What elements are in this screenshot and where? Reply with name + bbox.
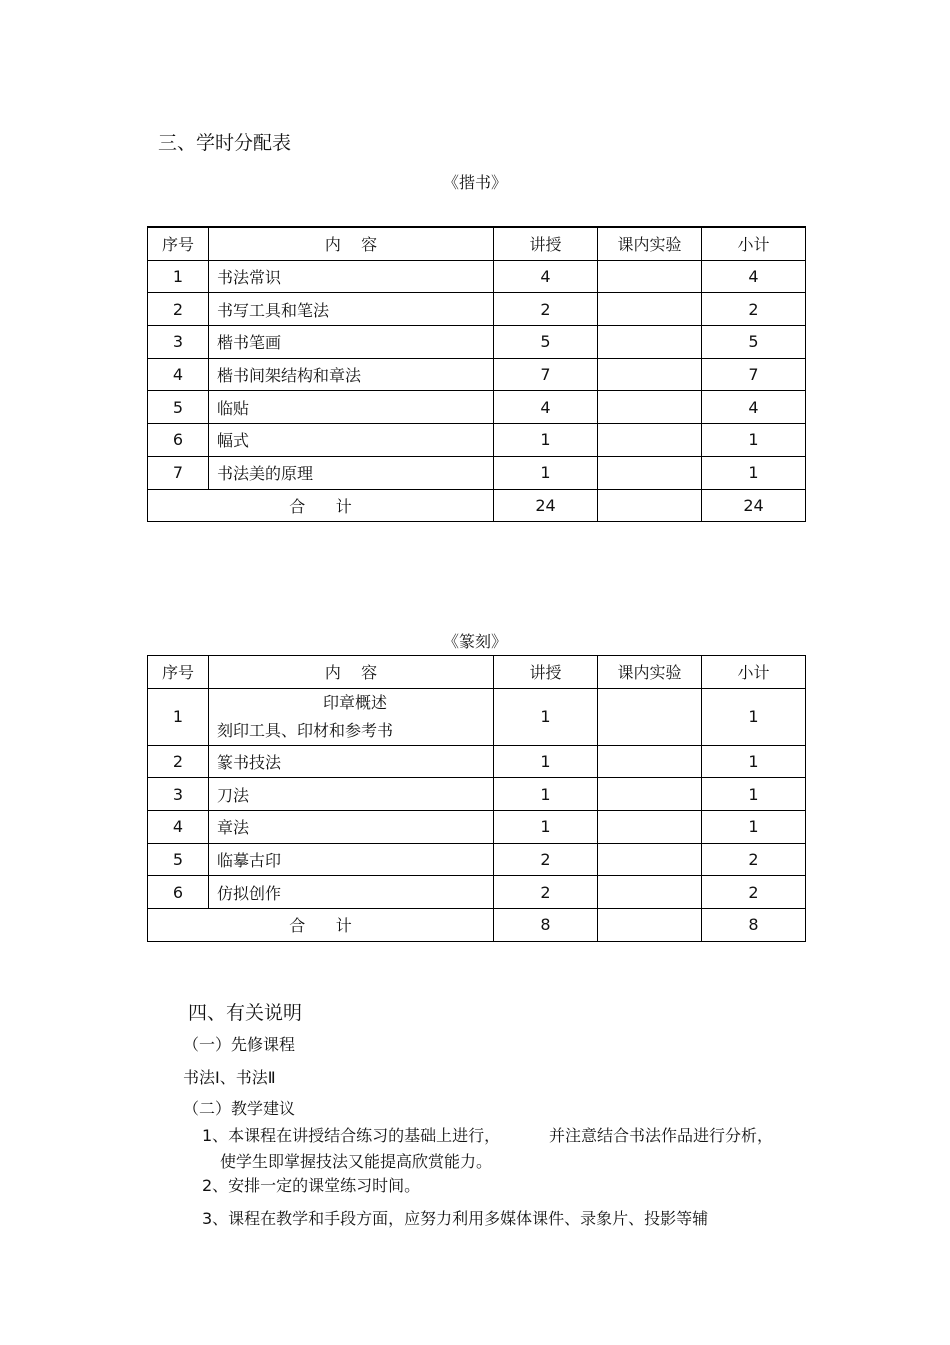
row-lab — [598, 391, 702, 424]
row-content: 书写工具和笔法 — [209, 293, 494, 326]
total-subtotal: 8 — [702, 909, 806, 942]
section3-title: 三、学时分配表 — [158, 132, 292, 154]
row-subtotal: 2 — [702, 293, 806, 326]
prereq-subheading: （一）先修课程 — [183, 1035, 296, 1054]
table-row — [148, 293, 806, 326]
row-subtotal: 1 — [702, 456, 806, 489]
row-number: 3 — [148, 326, 209, 359]
table2 — [147, 655, 806, 942]
advice-item-1a: 1、本课程在讲授结合练习的基础上进行， — [202, 1126, 501, 1145]
table1-header-row — [148, 227, 806, 260]
row-number: 5 — [148, 391, 209, 424]
table-row — [148, 843, 806, 876]
row-lab — [598, 424, 702, 457]
row-subtotal: 5 — [702, 326, 806, 359]
row-content: 幅式 — [209, 424, 494, 457]
row-lecture: 1 — [494, 456, 598, 489]
row-lab — [598, 811, 702, 844]
row-subtotal: 1 — [702, 745, 806, 778]
total-label: 合 计 — [148, 489, 494, 522]
table-row — [148, 811, 806, 844]
header-cell: 讲授 — [494, 227, 598, 260]
row-lab — [598, 688, 702, 745]
table-row — [148, 456, 806, 489]
row-content: 临贴 — [209, 391, 494, 424]
row-lab — [598, 843, 702, 876]
row-subtotal: 4 — [702, 391, 806, 424]
header-cell: 讲授 — [494, 656, 598, 689]
row-number: 4 — [148, 811, 209, 844]
row-lab — [598, 876, 702, 909]
table2-caption: 《篆刻》 — [442, 632, 507, 651]
row-lab — [598, 326, 702, 359]
table-row — [148, 688, 806, 745]
header-cell: 小计 — [702, 227, 806, 260]
header-cell: 小计 — [702, 656, 806, 689]
row-number: 2 — [148, 745, 209, 778]
row-lecture: 5 — [494, 326, 598, 359]
advice-item-2: 2、安排一定的课堂练习时间。 — [202, 1176, 421, 1195]
row-lecture: 2 — [494, 293, 598, 326]
header-cell: 内 容 — [209, 227, 494, 260]
row-subtotal: 4 — [702, 260, 806, 293]
row-number: 3 — [148, 778, 209, 811]
row-lecture: 4 — [494, 260, 598, 293]
row-lab — [598, 260, 702, 293]
row-lecture: 7 — [494, 358, 598, 391]
total-lab — [598, 909, 702, 942]
row-lecture: 1 — [494, 688, 598, 745]
table1 — [147, 226, 806, 522]
row-content: 楷书间架结构和章法 — [209, 358, 494, 391]
row-content: 篆书技法 — [209, 745, 494, 778]
section4-title: 四、有关说明 — [188, 1002, 303, 1024]
row-subtotal: 1 — [702, 778, 806, 811]
row-lab — [598, 456, 702, 489]
header-cell: 课内实验 — [598, 227, 702, 260]
row-subtotal: 2 — [702, 843, 806, 876]
row-subtotal: 2 — [702, 876, 806, 909]
total-lecture: 8 — [494, 909, 598, 942]
row-number: 5 — [148, 843, 209, 876]
row-subtotal: 7 — [702, 358, 806, 391]
total-lecture: 24 — [494, 489, 598, 522]
row-number: 6 — [148, 876, 209, 909]
row-lab — [598, 358, 702, 391]
advice-item-1b: 并注意结合书法作品进行分析， — [549, 1126, 774, 1145]
table2-header-row — [148, 656, 806, 689]
row-number: 7 — [148, 456, 209, 489]
table-row — [148, 391, 806, 424]
row-number: 1 — [148, 260, 209, 293]
row-subtotal: 1 — [702, 688, 806, 745]
row-lecture: 2 — [494, 843, 598, 876]
row-lab — [598, 293, 702, 326]
header-cell: 内 容 — [209, 656, 494, 689]
table2-total-row — [148, 909, 806, 942]
header-cell: 序号 — [148, 227, 209, 260]
row-content: 书法常识 — [209, 260, 494, 293]
row-lecture: 1 — [494, 745, 598, 778]
header-cell: 序号 — [148, 656, 209, 689]
row-content: 书法美的原理 — [209, 456, 494, 489]
row-content — [209, 688, 494, 745]
table-row — [148, 745, 806, 778]
row-number: 6 — [148, 424, 209, 457]
total-subtotal: 24 — [702, 489, 806, 522]
row-lecture: 1 — [494, 811, 598, 844]
row-lecture: 4 — [494, 391, 598, 424]
table-row — [148, 358, 806, 391]
row-lab — [598, 745, 702, 778]
row-content: 章法 — [209, 811, 494, 844]
total-label: 合 计 — [148, 909, 494, 942]
advice-subheading: （二）教学建议 — [183, 1099, 296, 1118]
row-content-line2: 刻印工具、印材和参考书 — [217, 720, 394, 740]
header-cell: 课内实验 — [598, 656, 702, 689]
row-lecture: 2 — [494, 876, 598, 909]
table-row — [148, 876, 806, 909]
row-content: 临摹古印 — [209, 843, 494, 876]
table-row — [148, 326, 806, 359]
row-number: 4 — [148, 358, 209, 391]
prereq-text: 书法Ⅰ、书法Ⅱ — [183, 1068, 276, 1087]
table-row — [148, 424, 806, 457]
row-number: 2 — [148, 293, 209, 326]
advice-item-3: 3、课程在教学和手段方面，应努力利用多媒体课件、录象片、投影等辅 — [202, 1209, 709, 1228]
table1-total-row — [148, 489, 806, 522]
row-subtotal: 1 — [702, 424, 806, 457]
row-lecture: 1 — [494, 778, 598, 811]
row-number: 1 — [148, 688, 209, 745]
row-lab — [598, 778, 702, 811]
row-content-line1: 印章概述 — [322, 692, 387, 712]
row-content: 楷书笔画 — [209, 326, 494, 359]
row-content: 仿拟创作 — [209, 876, 494, 909]
advice-item-1c: 使学生即掌握技法又能提高欣赏能力。 — [220, 1152, 493, 1171]
table-row — [148, 778, 806, 811]
row-lecture: 1 — [494, 424, 598, 457]
total-lab — [598, 489, 702, 522]
table-row — [148, 260, 806, 293]
row-content: 刀法 — [209, 778, 494, 811]
row-subtotal: 1 — [702, 811, 806, 844]
table1-caption: 《揩书》 — [442, 173, 507, 192]
